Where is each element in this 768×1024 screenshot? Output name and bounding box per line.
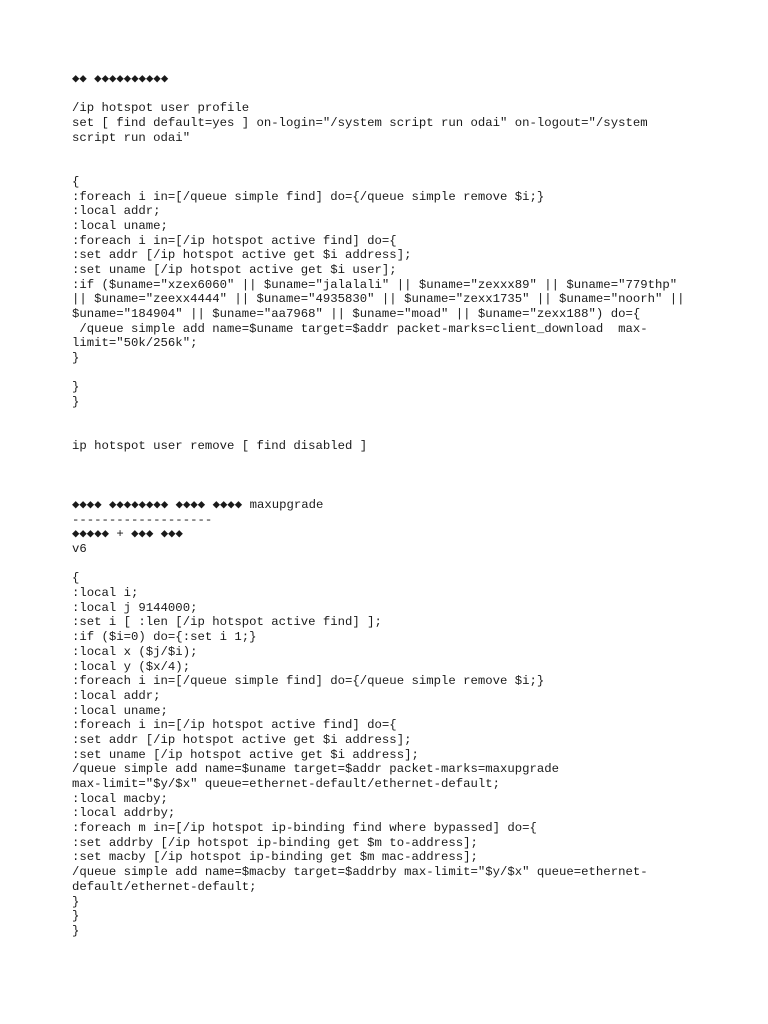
code-line: { <box>72 174 80 189</box>
blank-line <box>72 410 712 425</box>
code-line: :local addr; <box>72 204 161 219</box>
code-line: :set macby [/ip hotspot ip-binding get $m mac-address]; <box>72 850 478 865</box>
code-line: :foreach m in=[/ip hotspot ip-binding find where bypassed] do={ <box>72 821 537 836</box>
code-line: :local y ($x/4); <box>72 659 191 674</box>
code-line: :local uname; <box>72 218 168 233</box>
code-line: $uname="184904" || $uname="aa7968" || $uname="moad" || $uname="zexx188") do={ <box>72 307 641 321</box>
code-line: } <box>72 909 80 924</box>
code-line: } <box>72 380 80 395</box>
code-line: } <box>72 894 80 909</box>
code-line: ◆◆ ◆◆◆◆◆◆◆◆◆◆ <box>72 72 169 86</box>
code-line: :foreach i in=[/queue simple find] do={/queue simple remove $i;} <box>72 189 545 204</box>
code-line: :local addr; <box>72 688 161 703</box>
code-block <box>72 72 712 939</box>
code-line: :foreach i in=[/queue simple find] do={/queue simple remove $i;} <box>72 674 545 689</box>
code-line: script run odai" <box>72 130 191 145</box>
code-line: ------------------- <box>72 512 213 527</box>
code-line: :local j 9144000; <box>72 600 198 615</box>
code-line: :set i [ :len [/ip hotspot active find] ]; <box>72 615 382 630</box>
blank-line <box>72 366 712 381</box>
code-line: v6 <box>72 542 87 556</box>
blank-line <box>72 145 712 160</box>
code-line: ◆◆◆◆◆ + ◆◆◆ ◆◆◆ <box>72 527 183 542</box>
code-line: /queue simple add name=$uname target=$addr packet-marks=maxupgrade <box>72 762 560 777</box>
code-line: || $uname="zeexx4444" || $uname="4935830" || $uname="zexx1735" || $uname="noorh" || <box>72 292 685 307</box>
code-line: /queue simple add name=$uname target=$addr packet-marks=client_download max- <box>72 321 648 336</box>
code-line: :set addr [/ip hotspot active get $i address]; <box>72 248 412 263</box>
code-line: :set addrby [/ip hotspot ip-binding get $m to-address]; <box>72 835 478 850</box>
code-line: { <box>72 571 80 586</box>
code-line: default/ethernet-default; <box>72 879 257 894</box>
code-line: } <box>72 351 80 366</box>
code-line: :foreach i in=[/ip hotspot active find] do={ <box>72 233 397 248</box>
code-line: :local uname; <box>72 703 168 718</box>
code-line: } <box>72 395 80 410</box>
blank-line <box>72 425 712 440</box>
code-line: limit="50k/256k"; <box>72 336 198 351</box>
code-line: :if ($uname="xzex6060" || $uname="jalalali" || $uname="zexxx89" || $uname="779thp" <box>72 277 678 292</box>
blank-line <box>72 469 712 484</box>
code-line: /queue simple add name=$macby target=$addrby max-limit="$y/$x" queue=ethernet- <box>72 865 648 880</box>
blank-line <box>72 454 712 469</box>
code-line: :if ($i=0) do={:set i 1;} <box>72 630 257 645</box>
code-line: ip hotspot user remove [ find disabled ] <box>72 439 368 454</box>
code-line: /ip hotspot user profile <box>72 101 250 116</box>
code-line: :set addr [/ip hotspot active get $i address]; <box>72 732 412 747</box>
code-line: :foreach i in=[/ip hotspot active find] do={ <box>72 718 397 733</box>
code-line: } <box>72 923 80 938</box>
code-line: :set uname [/ip hotspot active get $i address]; <box>72 747 419 762</box>
code-line: :set uname [/ip hotspot active get $i user]; <box>72 262 397 277</box>
blank-line <box>72 87 712 102</box>
code-line: set [ find default=yes ] on-login="/system script run odai" on-logout="/system <box>72 116 648 131</box>
code-line: max-limit="$y/$x" queue=ethernet-default/ethernet-default; <box>72 777 501 791</box>
code-line: ◆◆◆◆ ◆◆◆◆◆◆◆◆ ◆◆◆◆ ◆◆◆◆ maxupgrade <box>72 497 324 512</box>
code-line: :local x ($j/$i); <box>72 644 198 659</box>
code-line: :local addrby; <box>72 806 176 821</box>
code-line: :local i; <box>72 586 139 601</box>
code-line: :local macby; <box>72 791 168 806</box>
blank-line <box>72 557 712 572</box>
blank-line <box>72 483 712 498</box>
blank-line <box>72 160 712 175</box>
